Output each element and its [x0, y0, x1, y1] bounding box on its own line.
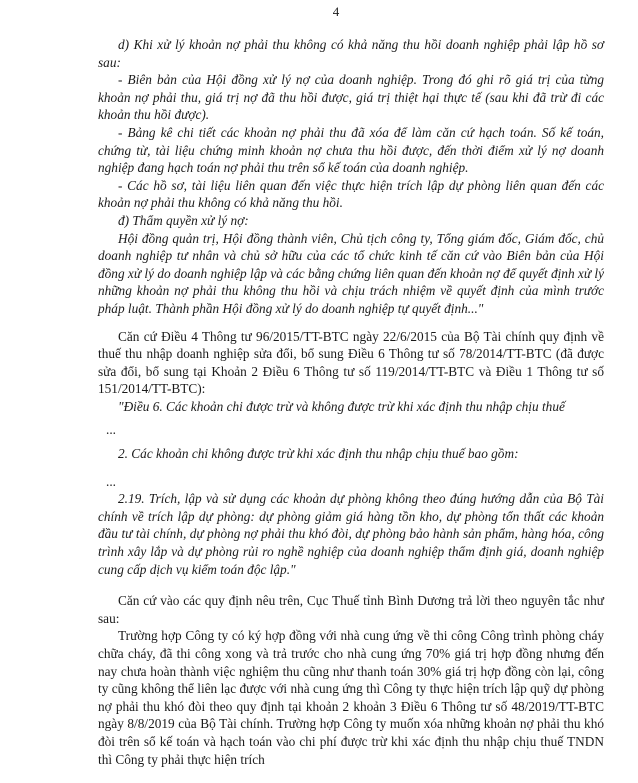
- paragraph-legal-basis: Căn cứ Điều 4 Thông tư 96/2015/TT-BTC ngày 22/6/2015 của Bộ Tài chính quy định về thuế thu nhập doanh nghiệp sửa đổi, bổ sung Điều 6 Thông tư số 78/2014/TT-BTC (đã được sửa đổi, bổ sung tại Khoản 2 Điều 6 Thông tư số 119/2014/TT-BTC và Điều 1 Thông tư số 151/2014/TT-BTC):: [98, 328, 604, 397]
- paragraph-case-analysis: Trường hợp Công ty có ký hợp đồng với nhà cung ứng về thi công Công trình phòng cháy chữa cháy, đã thi công xong và trả trước cho nhà cung ứng 70% giá trị hợp đồng nhưng đến nay chưa hoàn thành việc nghiệm thu cũng như thanh toán 30% giá trị hợp đồng còn lại, công ty cũng không thể liên lạc được với nhà cung ứng thì Công ty thực hiện trích lập quỹ dự phòng nợ phải thu khó đòi theo quy định tại khoản 2 khoản 3 Điều 6 Thông tư số 48/2019/TT-BTC ngày 8/8/2019 của Bộ Tài chính. Trường hợp Công ty muốn xóa những khoản nợ phải thu khó đòi trên sổ kế toán và hạch toán vào chi phí được trừ khi xác định thu nhập chịu thuế TNDN thì Công ty phải thực hiện trích: [98, 628, 604, 767]
- paragraph-article-6-quote: "Điều 6. Các khoản chi được trừ và không được trừ khi xác định thu nhập chịu thuế: [118, 398, 565, 414]
- paragraph-debt-write-off-dossier: d) Khi xử lý khoản nợ phải thu không có khả năng thu hồi doanh nghiệp phải lập hồ sơ sau:: [98, 37, 604, 70]
- page-number: 4: [332, 4, 340, 19]
- paragraph-authority-heading: đ) Thẩm quyền xử lý nợ:: [118, 212, 249, 228]
- paragraph-ellipsis: ...: [106, 422, 116, 438]
- paragraph-provision-documents: - Các hồ sơ, tài liệu liên quan đến việc thực hiện trích lập dự phòng liên quan đến các khoản nợ phải thu không có khả năng thu hồi.: [98, 177, 604, 211]
- paragraph-tax-office-response: Căn cứ vào các quy định nêu trên, Cục Thuế tỉnh Bình Dương trả lời theo nguyên tắc như sau:: [98, 593, 604, 626]
- paragraph-ellipsis: ...: [106, 473, 116, 489]
- paragraph-debt-council-minutes: - Biên bản của Hội đồng xử lý nợ của doanh nghiệp. Trong đó ghi rõ giá trị của từng khoản nợ phải thu, giá trị nợ đã thu hồi được, giá trị thiệt hại thực tế (sau khi đã trừ đi các khoản thu hồi được).: [98, 72, 604, 123]
- paragraph-debt-detail-list: - Bảng kê chi tiết các khoản nợ phải thu đã xóa để làm căn cứ hạch toán. Số kế toán, chứng từ, tài liệu chứng minh khoản nợ chưa thu hồi được, đến thời điểm xử lý nợ doanh nghiệp đang hạch toán nợ phải thu trên sổ kế toán của doanh nghiệp.: [98, 124, 604, 176]
- paragraph-clause-2-19: 2.19. Trích, lập và sử dụng các khoản dự phòng không theo đúng hướng dẫn của Bộ Tài chính về trích lập dự phòng: dự phòng giảm giá hàng tồn kho, dự phòng tổn thất các khoản đầu tư tài chính, dự phòng nợ phải thu khó đòi, dự phòng bảo hành sản phẩm, hàng hóa, công trình xây lắp và dự phòng rủi ro nghề nghiệp của doanh nghiệp thẩm định giá, doanh nghiệp cung cấp dịch vụ kiểm toán độc lập.": [98, 491, 604, 577]
- document-body: [98, 36, 604, 768]
- paragraph-non-deductible-heading: 2. Các khoản chi không được trừ khi xác định thu nhập chịu thuế bao gồm:: [118, 446, 519, 462]
- paragraph-authority-body: Hội đồng quản trị, Hội đồng thành viên, Chủ tịch công ty, Tổng giám đốc, Giám đốc, chủ doanh nghiệp tư nhân và chủ sở hữu của các tổ chức kinh tế căn cứ vào Biên bản của Hội đồng xử lý do doanh nghiệp lập và các bằng chứng liên quan đến khoản nợ để quyết định xử lý những khoản nợ phải thu không thu hồi và chịu trách nhiệm về quyết định của mình trước pháp luật. Thành phần Hội đồng xử lý do doanh nghiệp tự quyết định...": [98, 230, 604, 316]
